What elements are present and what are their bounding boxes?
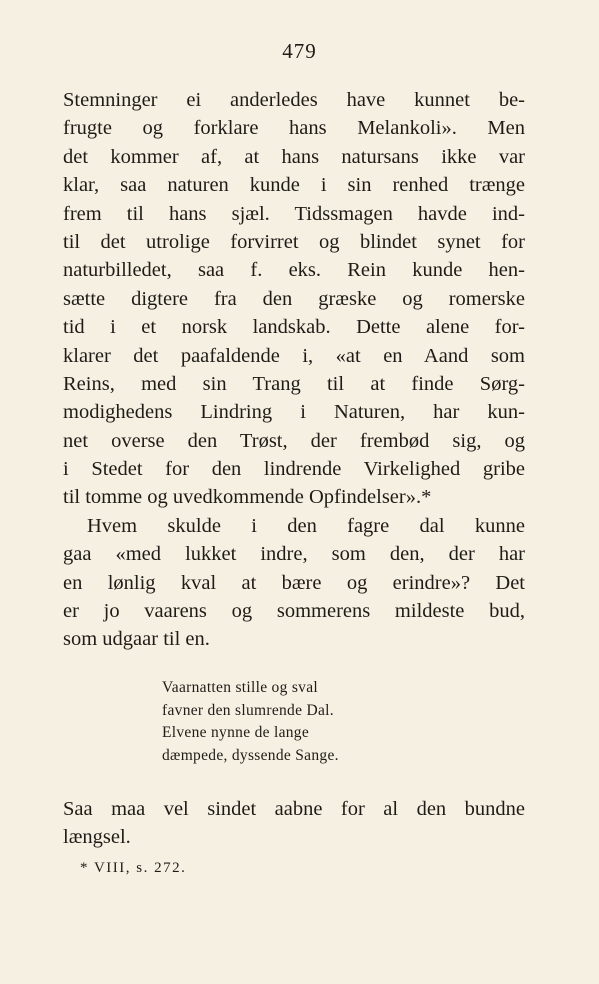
text-line: net overse den Trøst, der frembød sig, og	[63, 429, 525, 452]
text-line: tid i et norsk landskab. Dette alene for-	[63, 316, 525, 339]
text-line: længsel.	[63, 826, 131, 849]
body-text	[63, 86, 525, 654]
paragraph-2	[63, 512, 525, 654]
poem-line: Elvene nynne de lange	[162, 724, 310, 742]
text-line: som udgaar til en.	[63, 628, 210, 651]
text-line: er jo vaarens og sommerens mildeste bud,	[63, 600, 525, 623]
poem-stanza	[162, 677, 339, 767]
poem-line: dæmpede, dyssende Sange.	[162, 746, 339, 764]
text-line: klarer det paafaldende i, «at en Aand som	[63, 344, 525, 367]
footnote: * VIII, s. 272.	[80, 860, 187, 876]
text-line: til det utrolige forvirret og blindet synet for	[63, 230, 525, 253]
text-line: frem til hans sjæl. Tidssmagen havde ind-	[63, 202, 525, 225]
text-line: gaa «med lukket indre, som den, der har	[63, 543, 525, 566]
text-line: Stemninger ei anderledes have kunnet be-	[63, 89, 525, 111]
poem-line: Vaarnatten stille og sval	[162, 679, 318, 696]
text-line: modighedens Lindring i Naturen, har kun-	[63, 401, 525, 424]
text-line: en lønlig kval at bære og erindre»? Det	[63, 571, 525, 594]
text-line: det kommer af, at hans natursans ikke var	[63, 145, 525, 168]
text-line: klar, saa naturen kunde i sin renhed trænge	[63, 174, 525, 197]
closing-paragraph	[63, 795, 525, 852]
text-line: naturbilledet, saa f. eks. Rein kunde hen-	[63, 259, 525, 282]
text-line: frugte og forklare hans Melankoli». Men	[63, 117, 525, 140]
text-line: sætte digtere fra den græske og romerske	[63, 287, 525, 310]
poem-line: favner den slumrende Dal.	[162, 701, 334, 719]
text-line: Hvem skulde i den fagre dal kunne	[87, 514, 525, 537]
text-line: til tomme og uvedkommende Opfindelser».*	[63, 486, 432, 509]
text-line: i Stedet for den lindrende Virkelighed gribe	[63, 458, 525, 481]
paragraph-1	[63, 86, 525, 512]
page-number: 479	[282, 39, 317, 63]
text-line: Saa maa vel sindet aabne for al den bundne	[63, 798, 525, 820]
text-line: Reins, med sin Trang til at finde Sørg-	[63, 372, 525, 395]
